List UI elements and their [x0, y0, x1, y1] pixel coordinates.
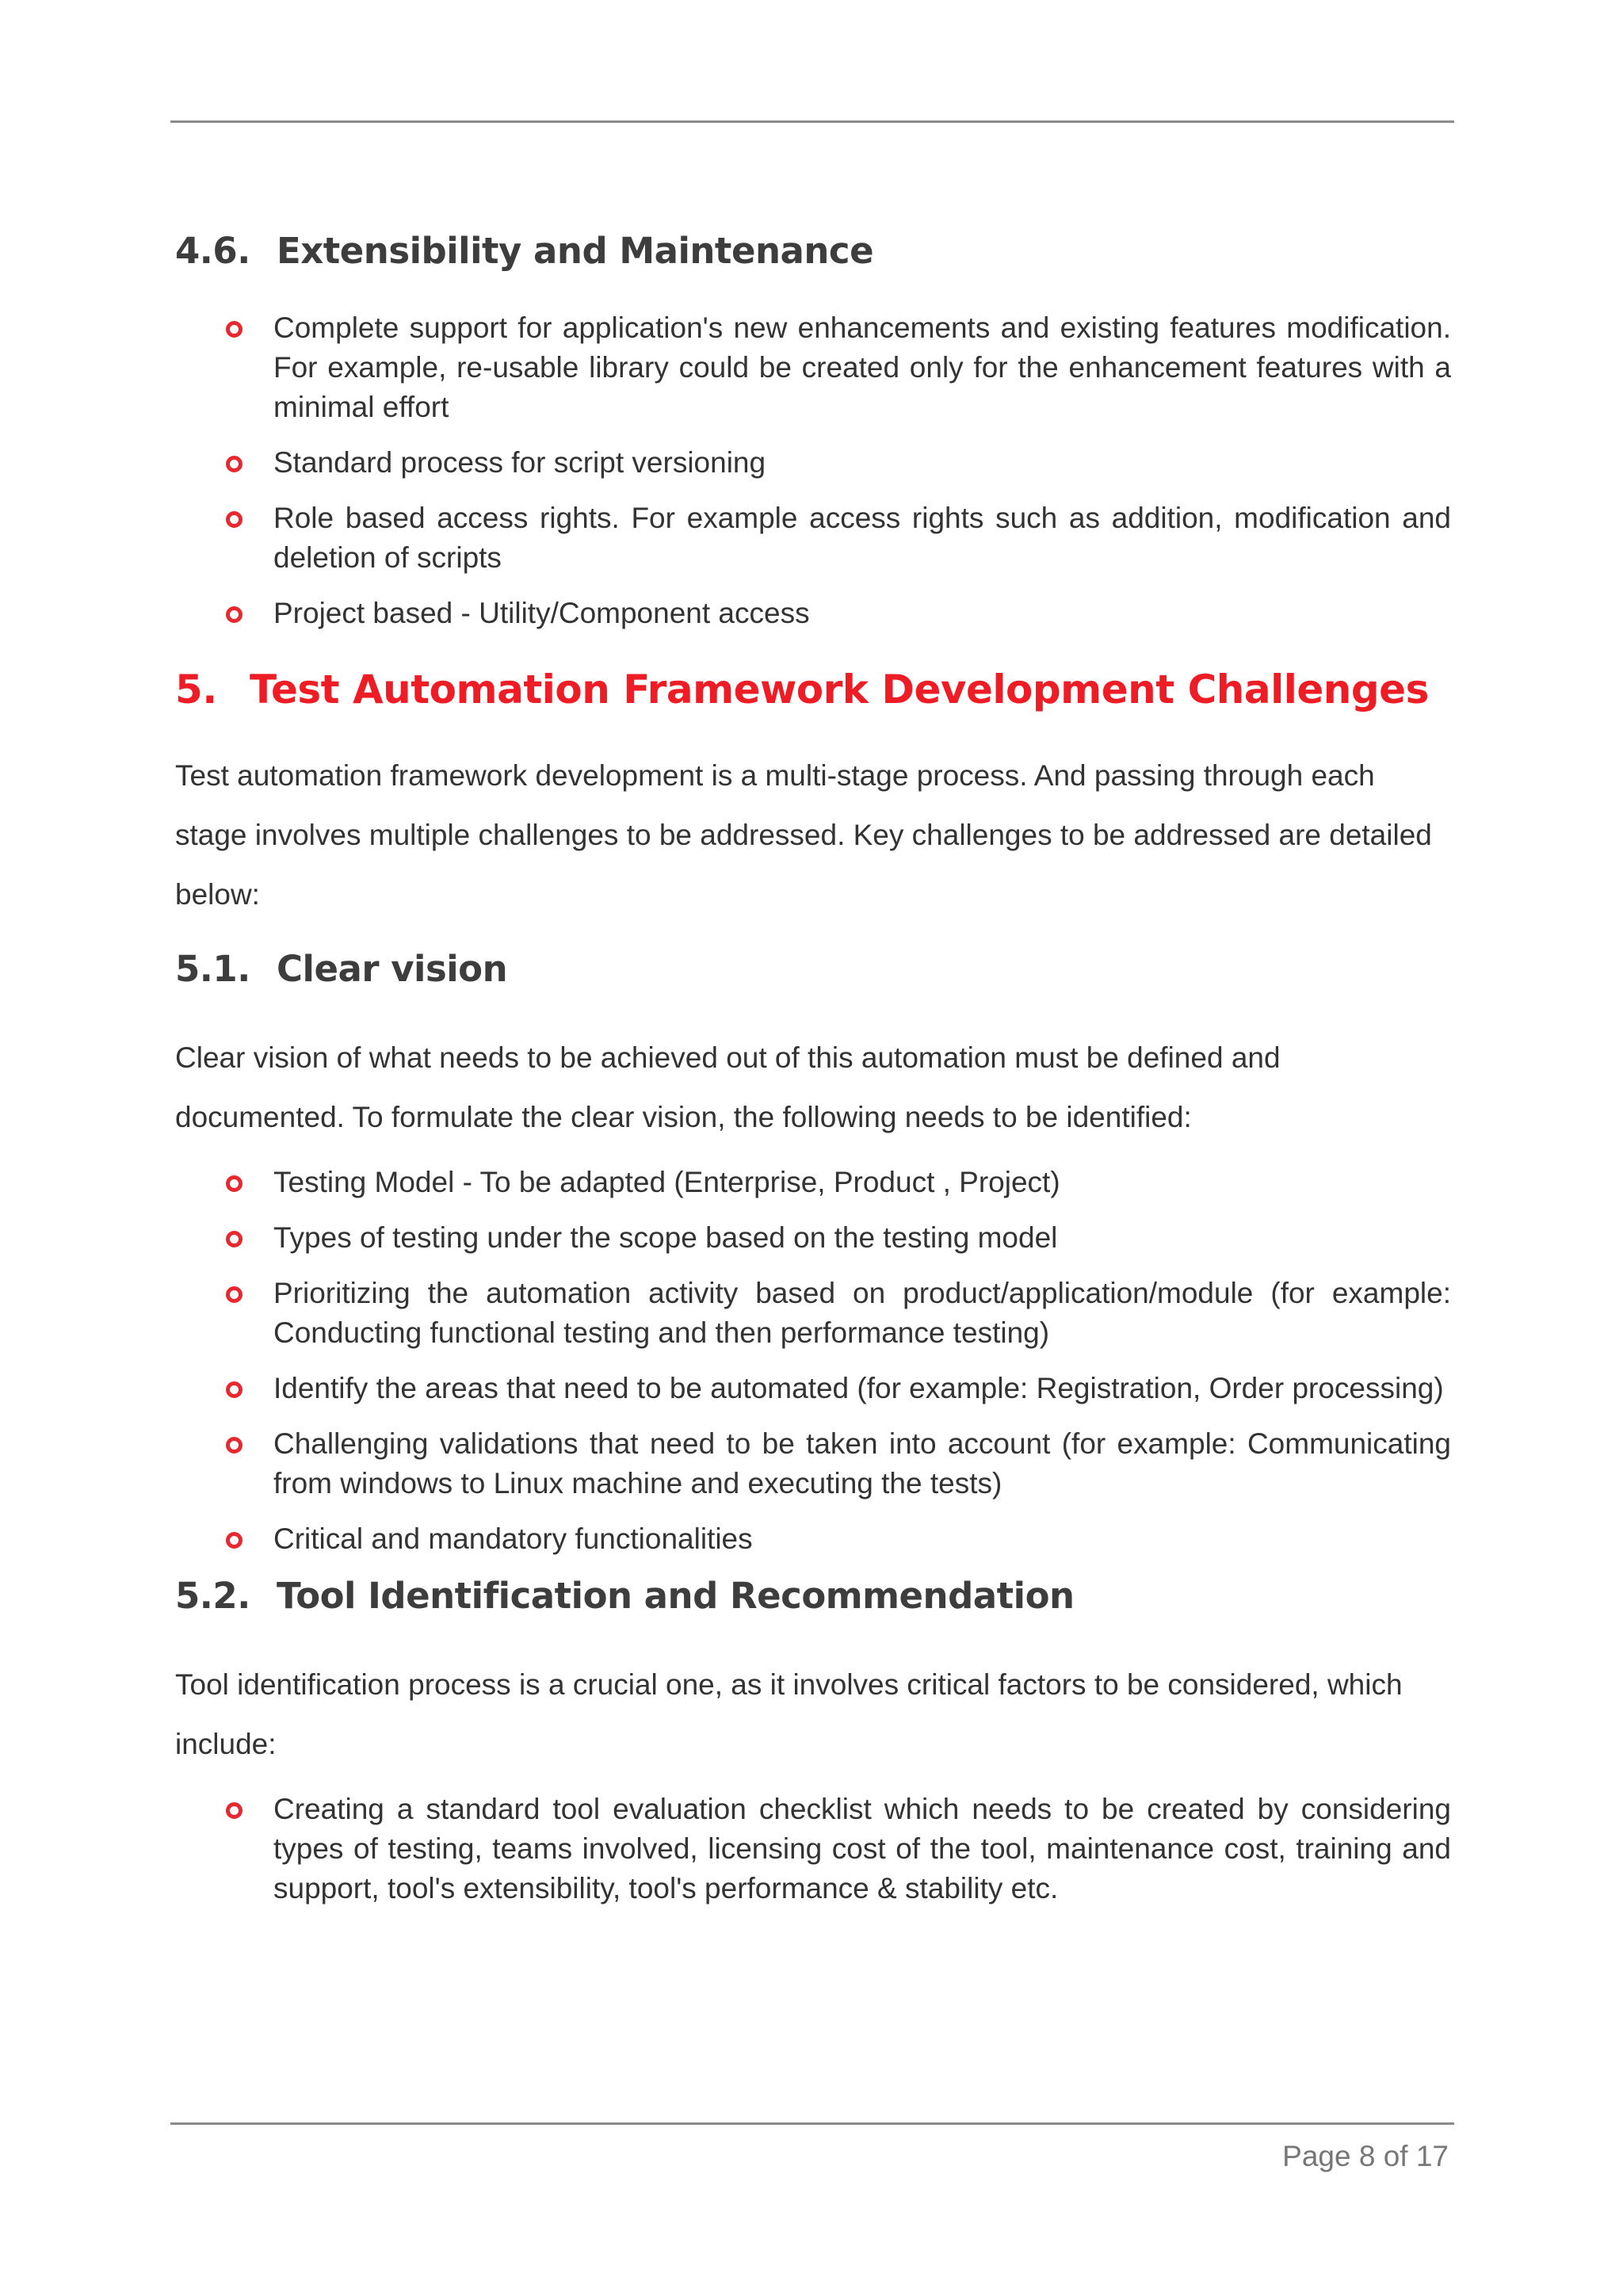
list-item: Critical and mandatory functionalities: [175, 1519, 1451, 1559]
section-5-intro: Test automation framework development is a multi-stage process. And passing through each stage involves multiple challenges to be addressed. Key challenges to be addressed are detailed below:: [175, 759, 1432, 911]
heading-title: Extensibility and Maintenance: [277, 230, 874, 272]
bullet-ring-icon: [226, 511, 242, 528]
list-item: Role based access rights. For example access rights such as addition, modification and deletion of scripts: [175, 499, 1451, 578]
bullet-ring-icon: [226, 606, 242, 623]
bullet-list-5-1: [175, 1163, 1451, 1559]
heading-title: Tool Identification and Recommendation: [277, 1575, 1075, 1617]
list-item: Standard process for script versioning: [175, 443, 1451, 483]
bullet-list-4-6: [175, 308, 1451, 633]
list-item: Challenging validations that need to be taken into account (for example: Communicating from windows to Linux machine and executing the tests): [175, 1424, 1451, 1503]
heading-number: 5.2.: [175, 1575, 250, 1617]
bullet-ring-icon: [226, 1231, 242, 1247]
header-divider: [170, 120, 1454, 123]
bullet-ring-icon: [226, 1802, 242, 1819]
heading-title: Clear vision: [277, 948, 508, 990]
heading-number: 5.1.: [175, 948, 250, 990]
bullet-ring-icon: [226, 321, 242, 338]
heading-5: [175, 667, 1451, 712]
list-item: Prioritizing the automation activity based on product/application/module (for example: Conducting functional testing and then performance testing): [175, 1274, 1451, 1353]
bullet-ring-icon: [226, 1381, 242, 1398]
section-5-2-intro: Tool identification process is a crucial one, as it involves critical factors to be considered, which include:: [175, 1668, 1403, 1760]
bullet-list-5-2: [175, 1790, 1451, 1908]
heading-number: 5.: [175, 667, 217, 712]
heading-title: Test Automation Framework Development Challenges: [250, 667, 1429, 712]
heading-5-1: [175, 948, 1451, 990]
list-item: Creating a standard tool evaluation checklist which needs to be created by considering types of testing, teams involved, licensing cost of the tool, maintenance cost, training and support, tool's extensibility, tool's performance & stability etc.: [175, 1790, 1451, 1908]
heading-number: 4.6.: [175, 230, 250, 272]
list-item: Project based - Utility/Component access: [175, 594, 1451, 633]
page-number: Page 8 of 17: [1282, 2140, 1449, 2172]
bullet-ring-icon: [226, 1286, 242, 1303]
list-item: Identify the areas that need to be automated (for example: Registration, Order processing): [175, 1369, 1451, 1408]
heading-4-6: [175, 230, 1451, 272]
bullet-ring-icon: [226, 456, 242, 472]
list-item: Complete support for application's new enhancements and existing features modification. For example, re-usable library could be created only for the enhancement features with a minimal effort: [175, 308, 1451, 427]
list-item: Testing Model - To be adapted (Enterprise, Product , Project): [175, 1163, 1451, 1202]
bullet-ring-icon: [226, 1437, 242, 1454]
page-content: [175, 230, 1451, 1924]
list-item: Types of testing under the scope based on the testing model: [175, 1218, 1451, 1258]
heading-5-2: [175, 1575, 1451, 1617]
section-5-1-intro: Clear vision of what needs to be achieved out of this automation must be defined and documented. To formulate the clear vision, the following needs to be identified:: [175, 1041, 1281, 1133]
bullet-ring-icon: [226, 1532, 242, 1549]
footer-divider: [170, 2122, 1454, 2125]
bullet-ring-icon: [226, 1175, 242, 1192]
